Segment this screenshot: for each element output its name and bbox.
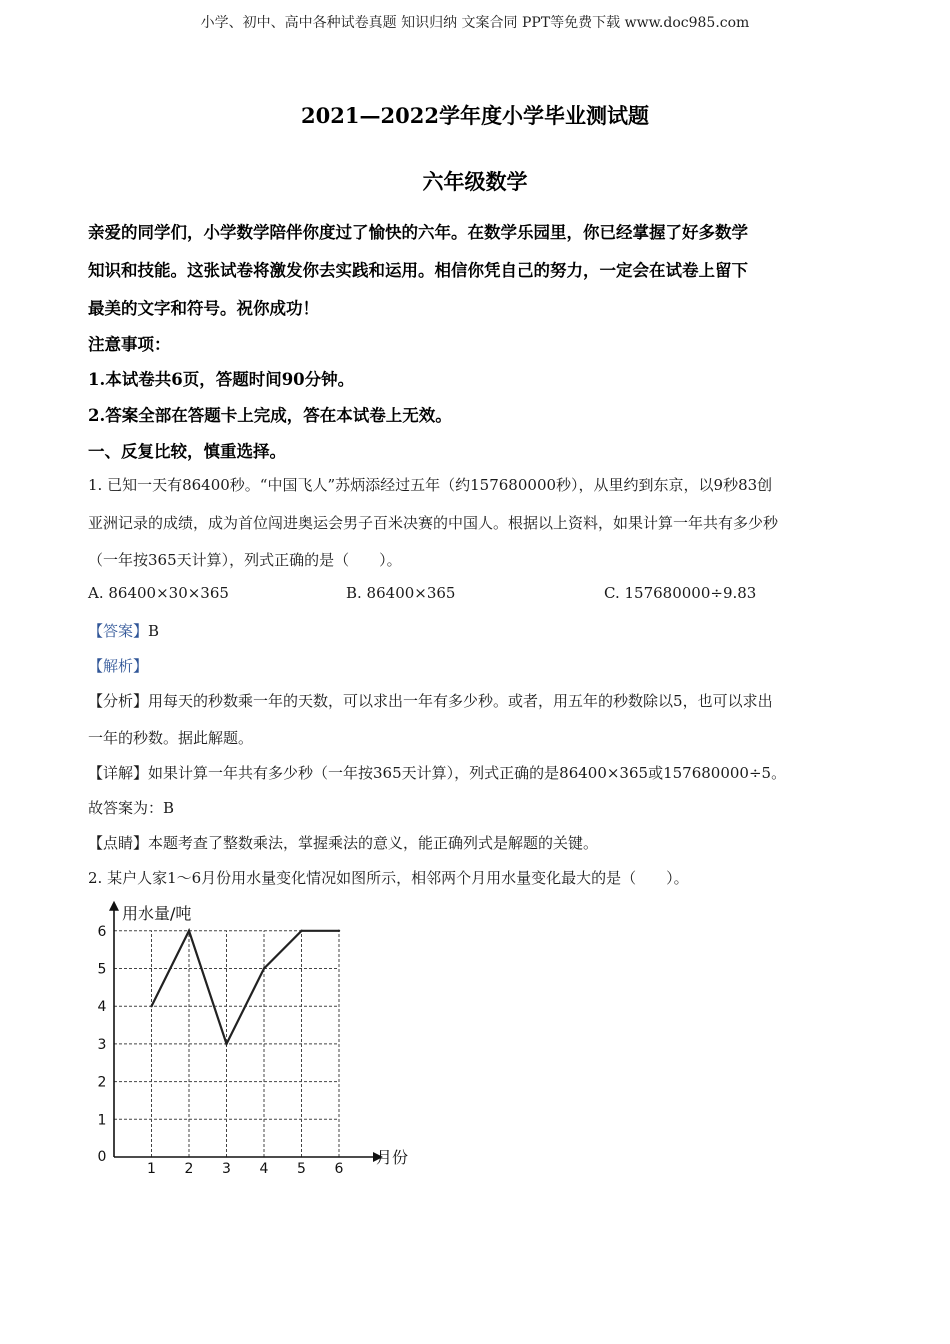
y-axis-arrow xyxy=(109,901,119,911)
data-point xyxy=(150,1005,152,1007)
point-line xyxy=(88,832,598,853)
exam-title: 2021—2022学年度小学毕业测试题 xyxy=(301,103,649,128)
note-item: 1.本试卷共6页，答题时间90分钟。 xyxy=(88,370,355,389)
data-point xyxy=(225,1043,227,1045)
data-point xyxy=(300,930,302,932)
page-header: 小学、初中、高中各种试卷真题 知识归纳 文案合同 PPT等免费下载 www.doc985.com xyxy=(200,15,750,31)
fenxi-text: 用每天的秒数乘一年的天数，可以求出一年有多少秒。或者，用五年的秒数除以5，也可以求出 xyxy=(148,692,773,710)
intro-line: 亲爱的同学们，小学数学陪伴你度过了愉快的六年。在数学乐园里，你已经掌握了好多数学 xyxy=(88,223,748,242)
detail-tag: 【详解】 xyxy=(88,764,149,782)
y-tick-label: 4 xyxy=(97,999,107,1016)
detail-text: 如果计算一年共有多少秒（一年按365天计算），列式正确的是86400×365或157680000÷5。 xyxy=(148,764,787,782)
y-tick-label: 3 xyxy=(97,1036,107,1053)
x-axis-label: 月份 xyxy=(376,1148,409,1167)
fenxi-line xyxy=(88,690,773,711)
question-1-text: 1. 已知一天有86400秒。“中国飞人”苏炳添经过五年（约157680000秒），从里约到东京，以9秒83创 xyxy=(88,476,773,494)
option-b: B. 86400×365 xyxy=(346,584,456,602)
point-tag: 【点睛】 xyxy=(88,834,149,852)
point-text: 本题考查了整数乘法，掌握乘法的意义，能正确列式是解题的关键。 xyxy=(148,834,599,852)
y-tick-label: 5 xyxy=(97,961,107,978)
exam-subtitle: 六年级数学 xyxy=(422,169,528,194)
question-2-text: 2. 某户人家1～6月份用水量变化情况如图所示，相邻两个月用水量变化最大的是（ ）。 xyxy=(88,869,689,887)
question-1-text: 亚洲记录的成绩，成为首位闯进奥运会男子百米决赛的中国人。根据以上资料，如果计算一年共有多少秒 xyxy=(88,514,779,532)
analysis-tag: 【解析】 xyxy=(88,657,149,675)
water-usage-series-line xyxy=(152,931,340,1044)
x-tick-label: 4 xyxy=(259,1161,269,1177)
data-point xyxy=(338,930,340,932)
y-axis-label: 用水量/吨 xyxy=(122,904,192,923)
option-c: C. 157680000÷9.83 xyxy=(604,584,757,602)
answer-value: B xyxy=(148,622,160,640)
conclusion: 故答案为：B xyxy=(88,799,175,817)
x-tick-label: 3 xyxy=(222,1161,231,1177)
y-tick-label: 6 xyxy=(97,923,107,940)
detail-line xyxy=(88,762,786,783)
data-point xyxy=(263,967,265,969)
x-tick-label: 2 xyxy=(184,1161,194,1177)
answer-line xyxy=(88,620,159,641)
y-tick-label: 1 xyxy=(97,1112,107,1129)
x-tick-label: 1 xyxy=(147,1161,156,1177)
intro-line: 最美的文字和符号。祝你成功！ xyxy=(88,299,319,318)
x-tick-label: 6 xyxy=(334,1161,344,1177)
water-usage-chart xyxy=(80,895,420,1180)
fenxi-text: 一年的秒数。据此解题。 xyxy=(88,729,254,747)
y-tick-label: 2 xyxy=(97,1074,107,1091)
data-point xyxy=(188,930,190,932)
answer-tag: 【答案】 xyxy=(88,622,149,640)
x-tick-label: 5 xyxy=(297,1161,306,1177)
intro-line: 知识和技能。这张试卷将激发你去实践和运用。相信你凭自己的努力，一定会在试卷上留下 xyxy=(88,261,748,280)
question-1-text: （一年按365天计算），列式正确的是（ ）。 xyxy=(88,551,402,569)
option-a: A. 86400×30×365 xyxy=(88,584,229,602)
note-item: 2.答案全部在答题卡上完成，答在本试卷上无效。 xyxy=(88,406,452,425)
section-heading: 一、反复比较，慎重选择。 xyxy=(88,442,286,461)
fenxi-tag: 【分析】 xyxy=(88,692,149,710)
y-tick-label: 0 xyxy=(97,1149,107,1165)
notes-heading: 注意事项： xyxy=(88,335,171,354)
